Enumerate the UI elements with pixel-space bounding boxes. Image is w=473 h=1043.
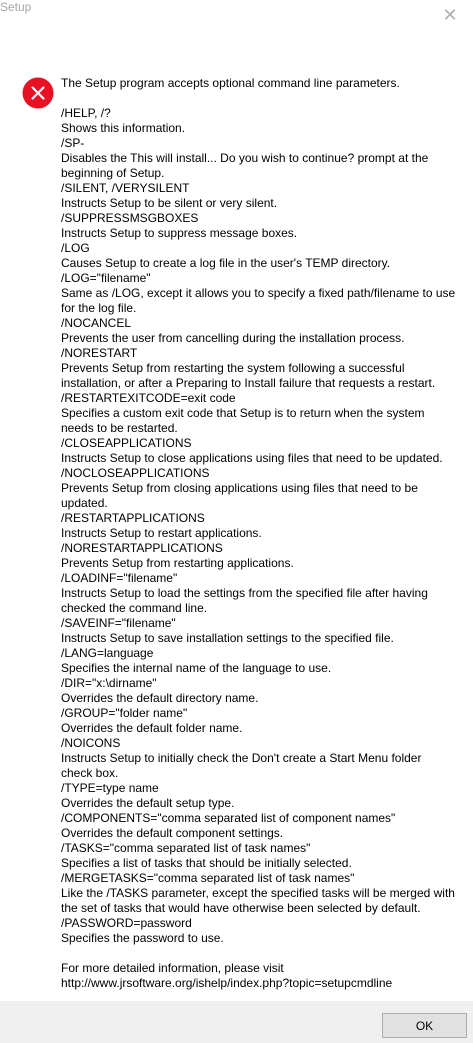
close-button[interactable] (427, 0, 473, 30)
title-bar (0, 0, 473, 30)
close-icon: ✕ (442, 4, 458, 25)
dialog-footer (0, 1001, 473, 1043)
dialog-content (0, 30, 473, 1001)
ok-button[interactable]: OK (382, 1013, 467, 1038)
error-icon (22, 77, 54, 109)
window-title: Setup (0, 0, 32, 14)
dialog-message: The Setup program accepts optional command line parameters. /HELP, /? Shows this information. /SP- Disables the This will install... Do you wish to continue? prompt at the beginning of Setup. /SILENT, /VERYSILENT Instructs Setup to be silent or very silent. /SUPPRESSMSGBOXES Instructs Setup to suppress message boxes. /LOG Causes Setup to create a log file in the user's TEMP directory. /LOG="filename" Same as /LOG, except it allows you to specify a fixed path/filename to use for the log file. /NOCANCEL Prevents the user from cancelling during the installation process. /NORESTART Prevents Setup from restarting the system following a successful installation, or after a Preparing to Install failure that requests a restart. /RESTARTEXITCODE=exit code Specifies a custom exit code that Setup is to return when the system needs to be restarted. /CLOSEAPPLICATIONS Instructs Setup to close applications using files that need to be updated. /NOCLOSEAPPLICATIONS Prevents Setup from closing applications using files that need to be updated. /RESTARTAPPLICATIONS Instructs Setup to restart applications. /NORESTARTAPPLICATIONS Prevents Setup from restarting applications. /LOADINF="filename" Instructs Setup to load the settings from the specified file after having checked the command line. /SAVEINF="filename" Instructs Setup to save installation settings to the specified file. /LANG=language Specifies the internal name of the language to use. /DIR="x:\dirname" Overrides the default directory name. /GROUP="folder name" Overrides the default folder name. /NOICONS Instructs Setup to initially check the Don't create a Start Menu folder check box. /TYPE=type name Overrides the default setup type. /COMPONENTS="comma separated list of component names" Overrides the default component settings. /TASKS="comma separated list of task names" Specifies a list of tasks that should be initially selected. /MERGETASKS="comma separated list of task names" Like the /TASKS parameter, except the specified tasks will be merged with the set of tasks that would have otherwise been selected by default. /PASSWORD=password Specifies the password to use. For more detailed information, please visit http://www.jrsoftware.org/ishelp/index.php?topic=setupcmdline (61, 76, 456, 990)
